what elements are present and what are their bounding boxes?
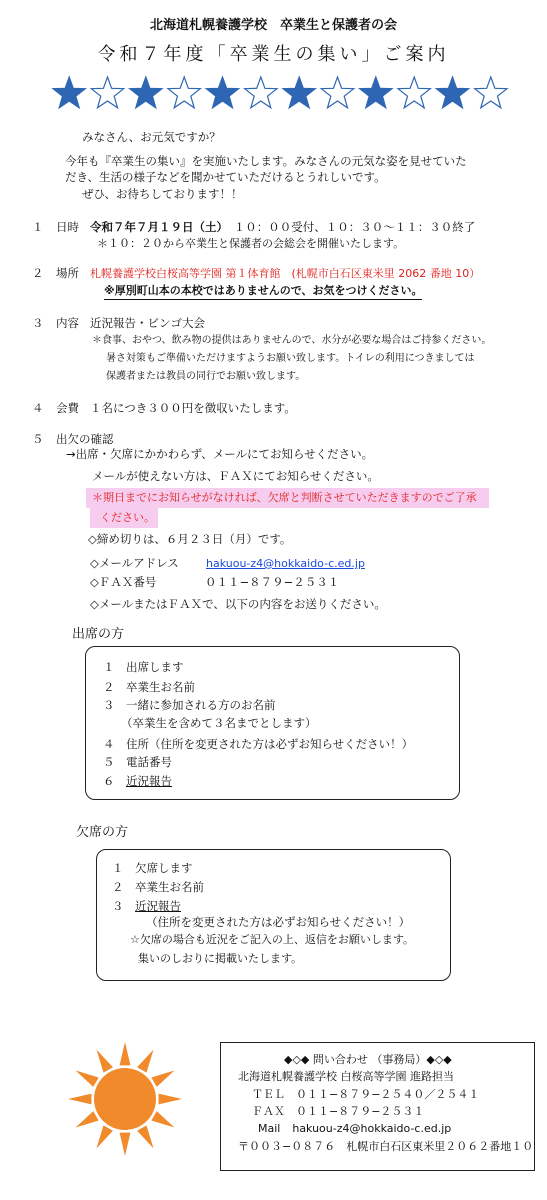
warning-line-2: ください。 (100, 511, 155, 524)
fax-label: ◇ＦＡＸ番号 (90, 575, 157, 589)
warning-line-1: ＊期日までにお知らせがなければ、欠席と判断させていただきますのでご了承 (92, 491, 477, 504)
star-outline-icon (91, 77, 123, 108)
deadline: ◇締め切りは、６月２３日（月）です。 (88, 532, 292, 546)
contact-org: 北海道札幌養護学校 白桜高等学園 進路担当 (238, 1070, 454, 1083)
star-filled-icon (436, 77, 468, 108)
absent-line-1: １ 欠席します (112, 861, 193, 875)
rsvp-line-2: メールが使えない方は、ＦＡＸにてお知らせください。 (92, 469, 379, 483)
mail-label: ◇メールアドレス (90, 556, 179, 570)
item-4-label: 会費 (56, 401, 79, 415)
place-note: ※厚別町山本の本校ではありませんので、お気をつけください。 (104, 284, 422, 300)
star-filled-icon (53, 77, 85, 108)
star-decoration-row (50, 74, 510, 114)
item-3-number: ３ (32, 316, 44, 330)
sun-ray (120, 1133, 131, 1156)
absent-line-4: （住所を変更された方は必ずお知らせください！） (146, 915, 411, 929)
star-filled-icon (130, 77, 162, 108)
star-filled-icon (360, 77, 392, 108)
absent-line-6: 集いのしおりに掲載いたします。 (138, 952, 303, 965)
contact-heading: ◆◇◆ 問い合わせ （事務局）◆◇◆ (284, 1053, 452, 1066)
sun-icon (66, 1040, 184, 1158)
contact-mail-row (258, 1122, 451, 1136)
star-outline-icon (245, 77, 277, 108)
place-value: 札幌養護学校白桜高等学園 第１体育館 (札幌市白石区東米里 2062 番地 10） (90, 267, 481, 280)
attend-line-7 (103, 774, 172, 789)
intro-line-2: 今年も『卒業生の集い』を実施いたします。みなさんの元気な姿を見せていた (65, 154, 467, 168)
absent-line-5: ☆欠席の場合も近況をご記入の上、返信をお願いします。 (130, 933, 414, 946)
sun-ray (76, 1071, 99, 1087)
item-5-number: ５ (32, 432, 44, 446)
item-3-label: 内容 (56, 316, 79, 330)
org-name: 北海道札幌養護学校 卒業生と保護者の会 (149, 18, 397, 33)
attend-line-2: ２ 卒業生お名前 (103, 680, 195, 694)
item-1-label: 日時 (56, 220, 79, 234)
sun-ray (76, 1111, 99, 1127)
intro-line-1: みなさん、お元気ですか？ (82, 130, 221, 144)
fee-value: １名につき３００円を徴収いたします。 (90, 401, 296, 415)
attend-report-label: 近況報告 (126, 774, 172, 788)
sun-ray (97, 1050, 113, 1073)
sun-ray (97, 1125, 113, 1148)
content-note-3: 保護者または教員の同行でお願い致します。 (106, 371, 306, 382)
contact-fax: ＦＡＸ ０１１−８７９−２５３１ (252, 1105, 425, 1118)
fax-value: ０１１−８７９−２５３１ (205, 575, 340, 589)
sun-ray (151, 1071, 174, 1087)
date-value (90, 220, 475, 235)
attend-line-6: ５ 電話番号 (103, 755, 172, 769)
star-outline-icon (475, 77, 507, 108)
sun-ray (68, 1094, 91, 1105)
item-1-number: １ (32, 220, 44, 234)
sun-ray (120, 1042, 131, 1065)
absent-line-3-num: ３ (112, 899, 135, 913)
contact-mail-value[interactable]: hakuou-z4@hokkaido-c.ed.jp (292, 1122, 452, 1135)
content-note-2: 暑さ対策もご準備いただけますようお願い致します。トイレの利用につきましては (106, 353, 475, 364)
item-2-number: ２ (32, 266, 44, 280)
absent-heading: 欠席の方 (76, 825, 129, 840)
star-outline-icon (321, 77, 353, 108)
item-4-number: ４ (32, 401, 44, 415)
absent-report-label: 近況報告 (135, 899, 181, 913)
date-times: １０：００受付、１０：３０～１１：３０終了 (222, 220, 476, 234)
sun-ray (137, 1050, 153, 1073)
star-filled-icon (206, 77, 238, 108)
sun-ray (137, 1125, 153, 1148)
page-title: 令和７年度「卒業生の集い」ご案内 (97, 44, 450, 65)
mail-link[interactable]: hakuou-z4@hokkaido-c.ed.jp (206, 557, 365, 570)
contact-mail-label: Mail (258, 1122, 281, 1135)
attend-line-1: １ 出席します (103, 660, 184, 674)
star-filled-icon (283, 77, 315, 108)
item-2-label: 場所 (56, 266, 79, 280)
attend-line-4: （卒業生を含めて３名までとします） (121, 716, 317, 730)
intro-line-4: ぜひ、お待ちしております！！ (82, 187, 243, 201)
sun-ray (159, 1094, 182, 1105)
send-instruction: ◇メールまたはＦＡＸで、以下の内容をお送りください。 (90, 597, 386, 611)
date-note: ＊１０：２０から卒業生と保護者の会総会を開催いたします。 (97, 237, 405, 250)
attend-line-7-num: ６ (103, 774, 126, 788)
attend-line-3: ３ 一緒に参加される方のお名前 (103, 698, 276, 712)
absent-line-2: ２ 卒業生お名前 (112, 880, 204, 894)
contact-address: 〒００３−０８７６ 札幌市白石区東米里２０６２番地１０ (238, 1140, 534, 1153)
intro-line-3: だき、生活の様子などを聞かせていただけるとうれしいです。 (65, 170, 386, 184)
sun-ray (151, 1111, 174, 1127)
star-outline-icon (398, 77, 430, 108)
sun-disc (94, 1068, 156, 1130)
absent-line-3 (112, 899, 181, 914)
item-5-label: 出欠の確認 (56, 432, 114, 446)
rsvp-line-1: →出席・欠席にかかわらず、メールにてお知らせください。 (66, 447, 374, 461)
content-value: 近況報告・ビンゴ大会 (90, 316, 205, 330)
star-outline-icon (168, 77, 200, 108)
content-note-1: ＊食事、おやつ、飲み物の提供はありませんので、水分が必要な場合はご持参ください。 (92, 335, 492, 346)
attend-line-5: ４ 住所（住所を変更された方は必ずお知らせください！） (103, 737, 414, 751)
date-day: 令和７年７月１９日（土） (90, 220, 223, 234)
attend-heading: 出席の方 (72, 627, 125, 642)
contact-tel: ＴＥＬ ０１１−８７９−２５４０／２５４１ (252, 1088, 480, 1101)
